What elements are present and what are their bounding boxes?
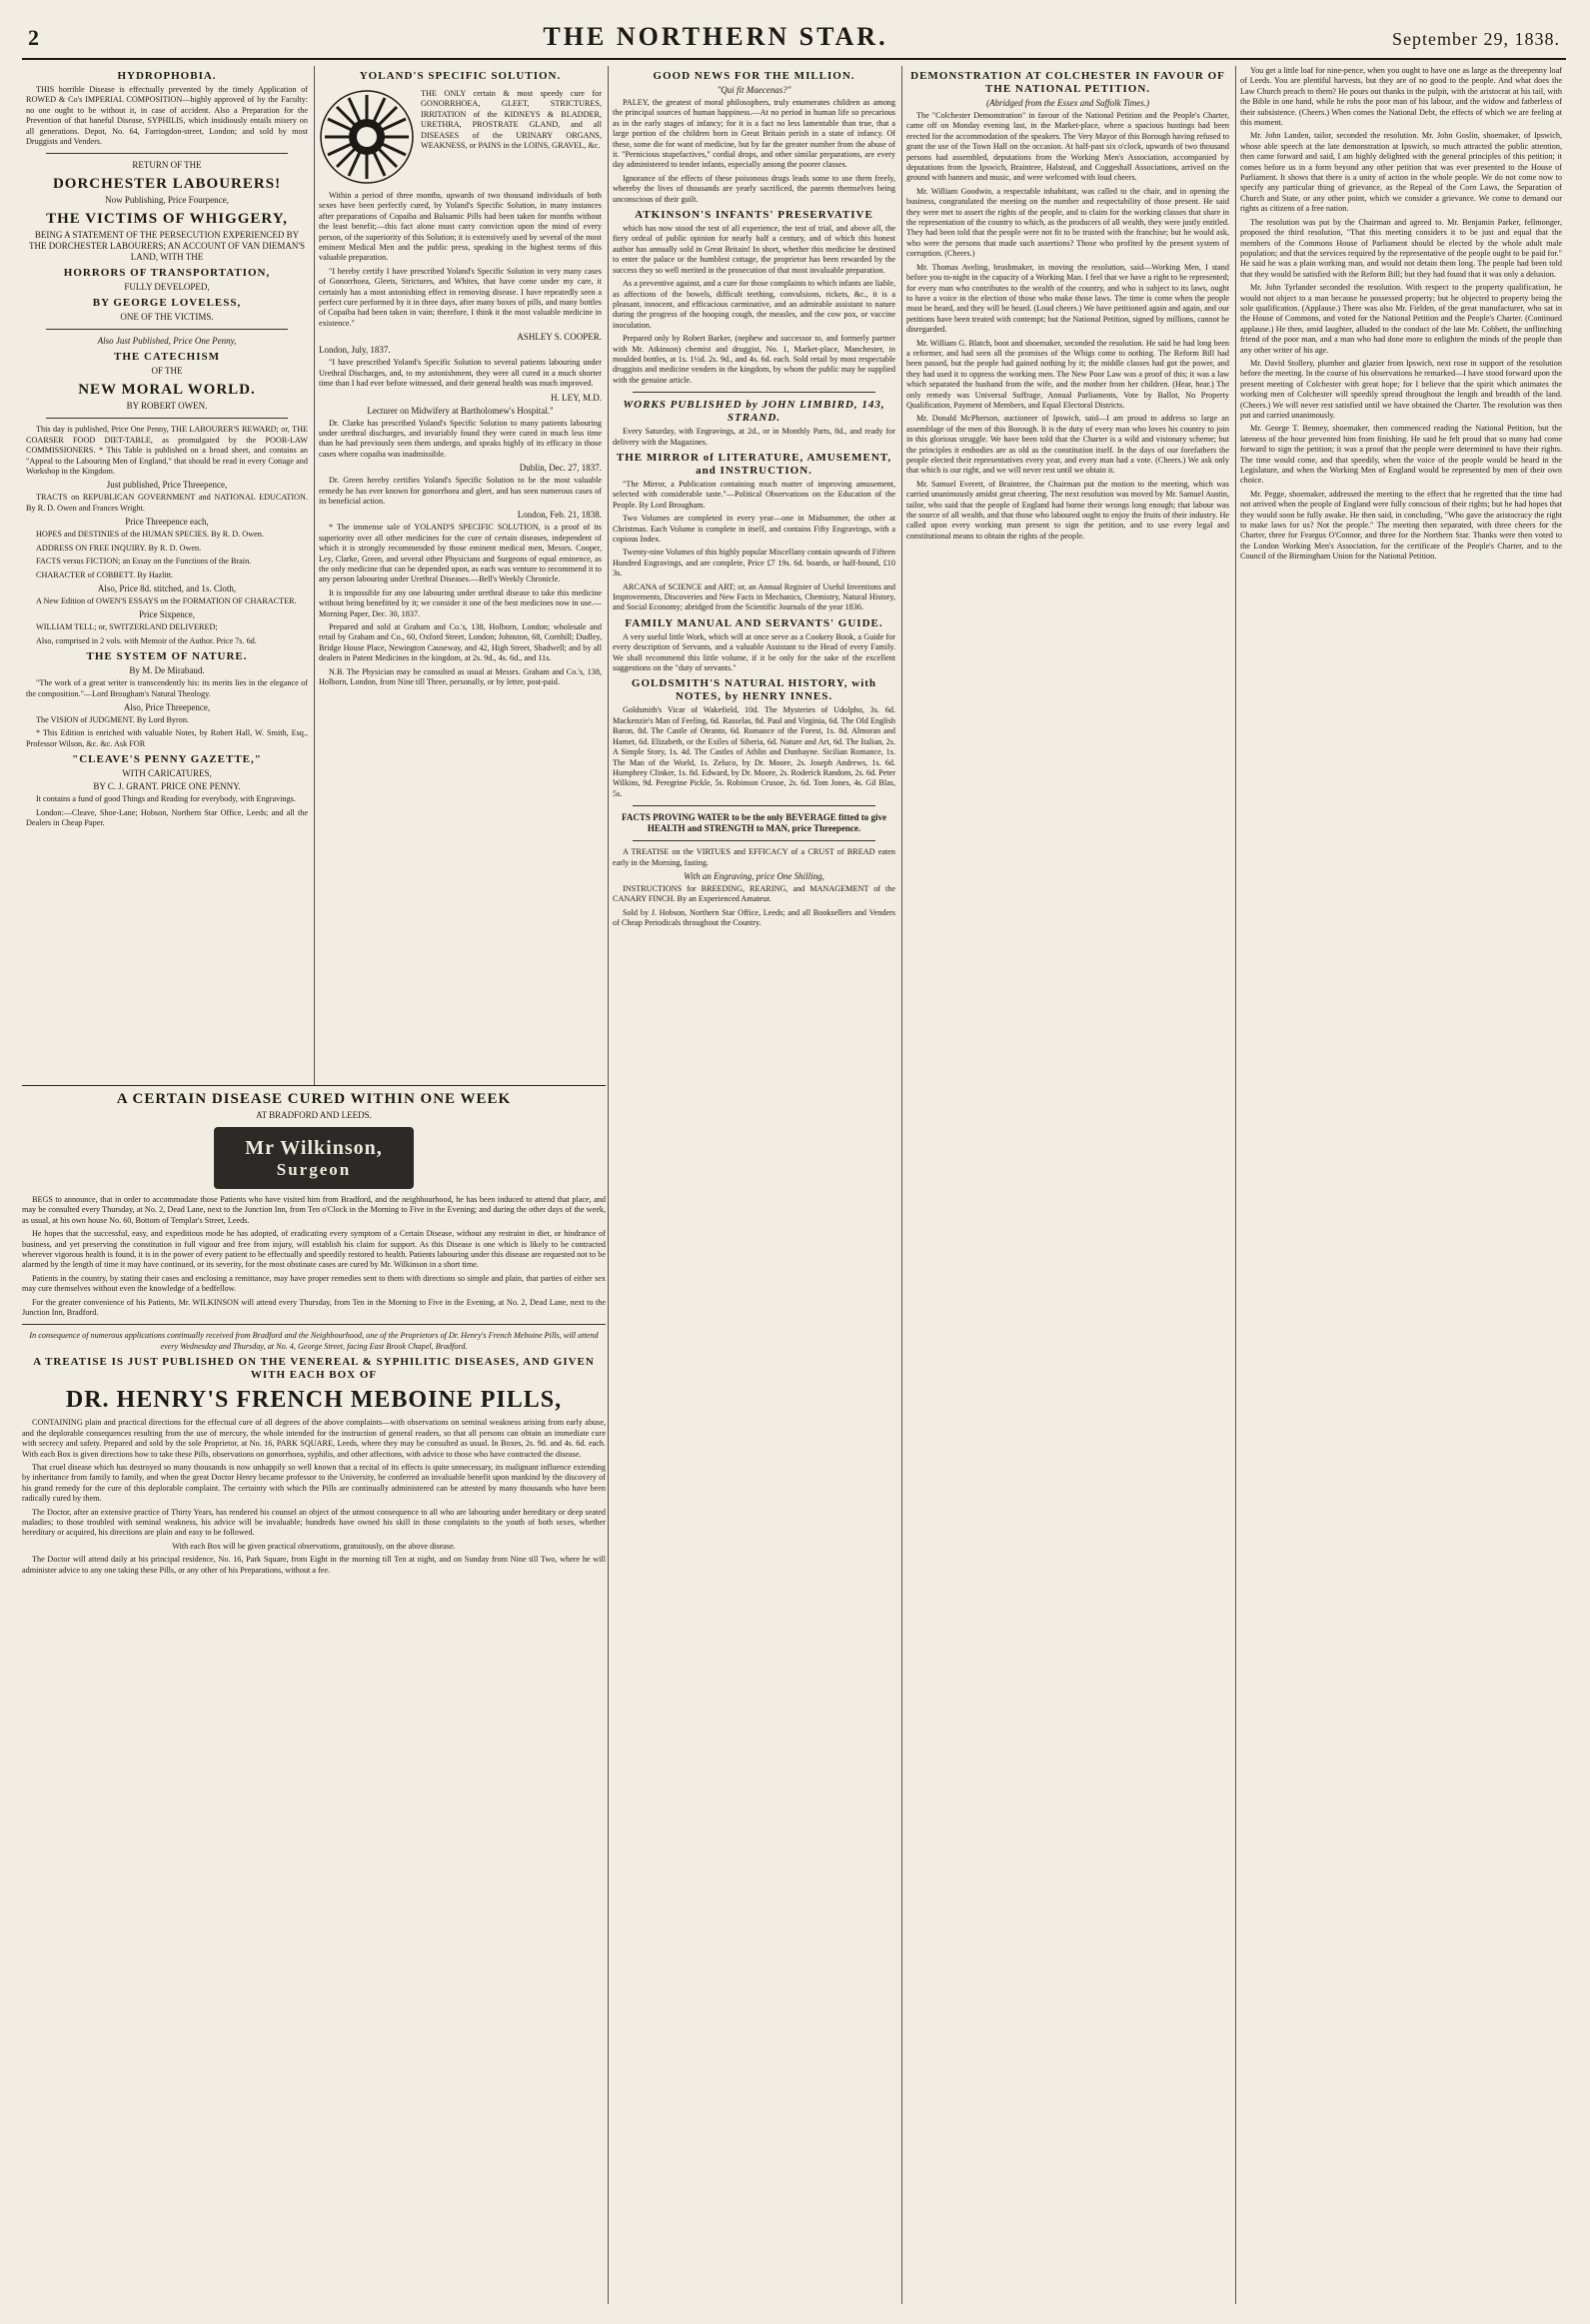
demo-text-4: Mr. William G. Blatch, boot and shoemaker, seconded the resolution. He said he had long been a reformer, and had seen all the promises of the Whigs come to nothing. The Reform Bill had been passed, but the people had gained nothing by it; the middle classes had got the power, and they had used it to oppress the working men. The New Poor Law was a proof of this; it was a law which separated the husband from the wife, and the mother from her children. (Hear, hear.) The only remedy was Universal Suffrage, Annual Parliaments, Vote by Ballot, No Property Qualification, Payment of Members, and Equal Electoral Districts. — [906, 338, 1229, 410]
new-moral-world-heading: NEW MORAL WORLD. — [78, 382, 256, 399]
wilkinson-text-1: He hopes that the successful, easy, and expeditious mode he has adopted, of eradicating every symptom of a Certain Disease, without any restraint in diet, or hindrance of business, and yet preserving the constitution in full vigour and free from injury, will establish his claim for support. As this Disease is one which is likely to be contracted wherever vigorous health is found, it is in the power of every patient to be effectually and speedily restored to health. Patients labouring under this disease are requested not to be alarmed by the length of time it may have continued, or its severity, for the most obstinate cases are cured by Mr. Wilkinson in a short time. — [22, 1229, 606, 1270]
yoland-text-2: "I hereby certify I have prescribed Yoland's Specific Solution in very many cases of Gonorrhoea, Gleets, Strictures, and Whites, that have come under my care, it certainly has a most astonishing effect in removing disease. I have repeatedly seen a perfect cure performed by it in three days, after many boxes of pills, and many bottles of Copaiba had been taken in vain; therefore, I think it the most valuable medicine in existence." — [319, 266, 602, 328]
demonstration-source: (Abridged from the Essex and Suffolk Times.) — [986, 98, 1149, 108]
yoland-signature-1: ASHLEY S. COOPER. — [517, 332, 602, 343]
fully-developed: FULLY DEVELOPED, — [124, 282, 210, 293]
with-each-box: With each Box will be given practical observations, gratuitously, on the above disease. — [172, 1541, 456, 1551]
tracts-ad: TRACTS on REPUBLICAN GOVERNMENT and NATIONAL EDUCATION. By R. D. Owen and Frances Wright. — [26, 493, 308, 513]
divider — [46, 418, 288, 419]
yoland-date-2: Dublin, Dec. 27, 1837. — [519, 463, 602, 474]
with-engraving: With an Engraving, price One Shilling, — [684, 870, 824, 881]
col5-text-2: Mr. John Landen, tailor, seconded the resolution. Mr. John Goslin, shoemaker, of Ipswich, whose able speech at the late demonstration at Ipswich, so much attracted the public attention, then came forward and said, I am highly delighted with the general principles of this petition; it comes before us in a form beyond any other petition that was ever presented to the House of Parliament. It shows that there is a unity of action in the whole people. We do not come now to specify any particular thing of grievance, as the Repeal of the Corn Laws, the Separation of Church and State, or any other point, which we consider a grievance. We come to demand our rights as citizens of a free nation. — [1240, 131, 1562, 214]
also-price: Also, Price 8d. stitched, and 1s. Cloth, — [97, 582, 237, 593]
disease-cured-heading: A CERTAIN DISEASE CURED WITHIN ONE WEEK — [116, 1091, 512, 1107]
divider — [633, 840, 875, 841]
yoland-date-3: London, Feb. 21, 1838. — [517, 510, 602, 521]
yoland-text-9: N.B. The Physician may be consulted as usual at Messrs. Graham and Co.'s, 138, Holborn, London, from Nine till Three, personally, or by letter, post-paid. — [319, 666, 602, 687]
col5-text-3: The resolution was put by the Chairman and agreed to. Mr. Benjamin Parker, fellmonger, proposed the third resolution, "That this meeting considers it to be just and equal that the members of the Commons House of Parliament should be elected by the whole adult male population; and that the services required by the representative of the people ought to be paid for." He said he was a plain working man, and would not detain them long. The people had been told that they would be satisfied with the Reform Bill; but they had found that it was only a delusion. — [1240, 217, 1562, 279]
col5-text-7: Mr. Pegge, shoemaker, addressed the meeting to the effect that he regretted that the time had not arrived when the people of England were fully conscious of their rights; but he had hopes that they would soon be fully awake. He then said, in concluding, "Who gave the aristocracy the right to make laws for us? Not the people." The meeting then separated, with three cheers for the Charter, three for Feargus O'Connor, and three for the Northern Star. Thanks were then voted to the London Working Men's Association, for the certificate of the People's Charter, and to the Council of the Birmingham Union for the National Petition. — [1240, 489, 1562, 562]
by-robert-owen: BY ROBERT OWEN. — [126, 401, 208, 412]
victims-heading: THE VICTIMS OF WHIGGERY, — [46, 211, 288, 228]
yoland-signature-2b: Lecturer on Midwifery at Bartholomew's Hospital." — [367, 405, 554, 416]
atkinson-heading: ATKINSON'S INFANTS' PRESERVATIVE — [635, 209, 873, 222]
yoland-ad-block — [319, 89, 602, 185]
yoland-heading: YOLAND'S SPECIFIC SOLUTION. — [359, 70, 562, 82]
demonstration-heading: DEMONSTRATION AT COLCHESTER IN FAVOUR OF THE NATIONAL PETITION. — [910, 70, 1225, 95]
facts-water-heading: FACTS PROVING WATER to be the only BEVERAGE fitted to give HEALTH and STRENGTH to MAN, price Threepence. — [621, 812, 886, 834]
column-3 — [608, 66, 899, 2304]
hydrophobia-heading: HYDROPHOBIA. — [117, 70, 217, 82]
pills-heading: DR. HENRY'S FRENCH MEBOINE PILLS, — [65, 1387, 563, 1414]
vision-note: * This Edition is enriched with valuable Notes, by Robert Hall, W. Smith, Esq., Professor Wilson, &c. &c. Ask FOR — [26, 728, 308, 748]
vision-ad: The VISION of JUDGMENT. By Lord Byron. — [36, 714, 189, 724]
atkinson-text-1: which has now stood the test of all experience, the test of trial, and above all, the fiery ordeal of public opinion for nearly half a century, and of which this honest author has annually sold in Great Britain! In short, whether this medicine be destined to enter the palace or the humblest cottage, the proprietor has been rewarded by the success they so well merited in the prosecution of that most invaluable preparation. — [613, 224, 895, 275]
just-published: Just published, Price Threepence, — [106, 480, 228, 491]
system-of-nature-heading: THE SYSTEM OF NATURE. — [86, 650, 248, 663]
banner-title: Surgeon — [276, 1160, 352, 1179]
cleave-text: It contains a fund of good Things and Reading for everybody, with Engravings. — [36, 794, 296, 804]
col5-text-1: You get a little loaf for nine-pence, when you ought to have one as large as the threepenny loaf of Leeds. You are plentiful harvests, but they are of no good to the people. And what does the Law Church preach to them? He pours out thanks in the pulpit, with the aristocrat at his tail, with the Bible in one hand, while he robs the poor man of his labour, and the widow and fatherless of their subsistence. (Cheers.) When comes the National Debt, the effects of which we are feeling at this moment. — [1240, 66, 1562, 128]
atkinson-text-3: Prepared only by Robert Barker, (nephew and successor to, and formerly partner with Mr. Atkinson) chemist and druggist, No. 1, Market-place, Manchester, in moulded bottles, at 1s. 1½d. 2s. 9d., and 4s. 6d. each. Sold retail by most respectable druggists and medicine venders in the kingdom, by whom the public may be supplied with the genuine article. — [613, 334, 895, 385]
yoland-text-5: Dr. Green hereby certifies Yoland's Specific Solution to be the most valuable remedy he has ever known for gonorrhoea and gleet, and has seen numerous cases of its beneficial action. — [319, 476, 602, 506]
good-news-text-1: PALEY, the greatest of moral philosophers, truly enumerates children as among the principal sources of human happiness.—At no period in human life so precarious as in the early stages of infancy; for it is a fact no less lamentable than true, that a large portion of the children born in Great Britain perish in a state of infancy. Of these, some die for want of medicine, but by far the greater number from the abuse of it. "Pernicious stupefactives," cordial drops, and other similar preparations, are every day administered to tender infants, especially among the poorer classes. — [613, 98, 895, 170]
wilkinson-advertisement — [22, 1085, 606, 2321]
dorchester-heading: DORCHESTER LABOURERS! — [52, 176, 282, 193]
atkinson-text-2: As a preventive against, and a cure for those complaints to which infants are liable, as affections of the bowels, difficult teething, convulsions, rickets, &c., it is a pleasant, innocent, and efficacious carminative, and an admirable assistant to nature during the progress of the hooping cough, the measles, and the cow pox, or vaccine inoculation. — [613, 279, 895, 330]
facts-ad: FACTS versus FICTION; an Essay on the Functions of the Brain. — [36, 557, 252, 567]
twenty-nine-volumes: Twenty-nine Volumes of this highly popular Miscellany contain upwards of Fifteen Hundred Engravings, and are complete, Price £7 19s. 6d. boards, or half-bound, £10 3s. — [613, 548, 895, 579]
family-manual-text: A very useful little Work, which will at once serve as a Cookery Book, a Guide for every description of Servants, and a valuable Assistant to the Head of every Family. We shall recommend this little volume, if it be only for the sake of the excellent suggestions on the "duty of servants." — [613, 631, 895, 673]
yoland-text-3: "I have prescribed Yoland's Specific Solution to several patients labouring under Urethral Discharges, and, to my astonishment, they were all cured in a much shorter time than I had ever before witnessed, and their general health was much improved. — [319, 358, 602, 389]
demo-text-2: Mr. William Goodwin, a respectable inhabitant, was called to the chair, and in opening the business, congratulated the meeting on the number and respectability of those present. He said they were met to assert the rights of the people, and to claim for the working classes that share in the representation of the country to which, as the producers of all wealth, they were justly entitled. They had been told that the people were not fit to be trusted with the franchise; but he would ask, who were the persons that made such assertions? Those who profited by the present system of corruption. (Cheers.) — [906, 186, 1229, 259]
canary-instructions: INSTRUCTIONS for BREEDING, REARING, and MANAGEMENT of the CANARY FINCH. By an Experienced Amateur. — [613, 883, 895, 904]
wilkinson-banner — [214, 1127, 414, 1189]
also-price-threepence: Also, Price Threepence, — [123, 701, 211, 712]
yoland-text-7: It is impossible for any one labouring under urethral disease to take this medicine without being benefitted by it; we consider it one of the best medicines now in use.—Morning Paper, Dec. 30, 1837. — [319, 587, 602, 618]
doctor-attend: The Doctor will attend daily at his principal residence, No. 16, Park Square, from Eight in the morning till Ten at night, and on Sunday from Nine till Two, where he will administer advice to any one taking these Pills, or any other of his Preparations, without a fee. — [22, 1555, 606, 1575]
page-number: 2 — [28, 25, 39, 50]
cleave-address: London:—Cleave, Shoe-Lane; Hobson, Northern Star Office, Leeds; and all the Dealers in Cheap Paper. — [26, 807, 308, 827]
columns — [22, 66, 1566, 2304]
col5-text-5: Mr. David Stollery, plumber and glazier from Ipswich, next rose in support of the resolution before the meeting. In the course of his observations he remarked—I have stood forward upon the present meeting of Colchester with great hope; for I believe that the spirit which animates the working men of Colchester will speedily spread throughout the length and breadth of the land. (Cheers.) We will never rest satisfied until we have obtained the Charter. The resolution was then put and carried unanimously. — [1240, 358, 1562, 420]
sold-by: Sold by J. Hobson, Northern Star Office, Leeds; and all Booksellers and Venders of Cheap Periodicals throughout the Country. — [613, 907, 895, 928]
col5-text-6: Mr. George T. Benney, shoemaker, then commenced reading the National Petition, but the lateness of the hour prevented him from finishing. He said he felt proud that so many had come forward to sign the petition; it was a proof that the people were determined to have their rights. The time would come, and that speedily, when the voice of the people would be heard in the Legislature, and when the Working Men of England would be represented by men of their own choice. — [1240, 424, 1562, 486]
page-header — [22, 22, 1566, 60]
of-the: OF THE — [151, 366, 183, 377]
good-news-heading: GOOD NEWS FOR THE MILLION. — [653, 70, 855, 82]
yoland-text-1: Within a period of three months, upwards of two thousand individuals of both sexes have been perfectly cured, by Yoland's Specific Solution, in many instances after preparations of Copaiba and Balsamic Pills had been taken for months without the least benefit;—this fact alone must carry conviction upon the mind of every person, of the superiority of this Solution; it is extensively used by several of the most eminent Medical Men and the public press, speaking in the highest terms of this valuable preparation. — [319, 191, 602, 263]
column-4 — [901, 66, 1233, 2304]
in-consequence-notice: In consequence of numerous applications continually received from Bradford and the Neighbourhood, one of the Proprietors of Dr. Henry's French Meboine Pills, will attend every Wednesday and Thursday, at No. 4, George Street, facing East Brook Chapel, Bradford. — [29, 1331, 599, 1351]
yoland-text-8: Prepared and sold at Graham and Co.'s, 138, Holborn, London; wholesale and retail by Graham and Co., 60, Oxford Street, London; Johnston, 68, Cornhill; Dudley, Bridge House Place, Newington Causeway, and 42, High Street, Shadwell; and by all dealers in Patent Medicines in the kingdom, at 2s. 9d., 4s. 6d., and 11s. — [319, 622, 602, 663]
demo-text-5: Mr. Donald McPherson, auctioneer of Ipswich, said—I am proud to address so large an assemblage of the men of this Borough. It is the duty of every man who loves his country to join in this glorious struggle. We have been told that the Charter is a wild and visionary scheme; but the principles it embodies are as old as the constitution itself. In the days of our forefathers the people elected their representatives every year, and every man had a vote. (Cheers.) We ask only that which is our right, and we will never rest until we obtain it. — [906, 414, 1229, 476]
price-sixpence: Price Sixpence, — [139, 609, 195, 620]
by-george-loveless: BY GEORGE LOVELESS, — [92, 297, 242, 310]
wilkinson-text-3: For the greater convenience of his Patients, Mr. WILKINSON will attend every Thursday, from Ten in the Morning to Five in the Evening, at No. 2, Dead Lane, next to the Junction Inn, Bradford. — [22, 1297, 606, 1318]
yoland-signature-2: H. LEY, M.D. — [551, 392, 602, 403]
catechism-heading: THE CATECHISM — [113, 351, 220, 364]
wilkinson-text-2: Patients in the country, by stating their cases and enclosing a remittance, may have proper remedies sent to them with directions so simple and plain, that parties of either sex may cure themselves without even the knowledge of a bedfellow. — [22, 1273, 606, 1294]
divider — [633, 392, 875, 393]
good-news-sub: "Qui fit Maecenas?" — [717, 85, 792, 95]
also-just-published: Also Just Published, Price One Penny, — [97, 336, 237, 347]
demo-text-1: The "Colchester Demonstration" in favour of the National Petition and the People's Charter, came off on Monday evening last, in the Market-place, where a spacious hustings had been erected for the accommodation of the speakers. The Very Mayor of this Borough having refused to grant the use of the Town Hall on the occasion. At half-past six o'clock, upwards of two thousand persons had assembled, deputations from the Working Men's Association, accompanied by deputations from the Ipswich, Braintree, Halstead, and Coggeshall Associations, arrived on the ground with banners and music, and were welcomed with loud cheers. — [906, 111, 1230, 183]
yoland-date-1: London, July, 1837. — [319, 345, 391, 356]
yoland-text-4: Dr. Clarke has prescribed Yoland's Specific Solution to many patients labouring under urethral discharges, and invariably found they were cured in much less time than he had previously seen them undergo, and speaks highly of its efficacy in those cases where copaiba was inadmissible. — [319, 418, 602, 459]
demo-text-3: Mr. Thomas Aveling, brushmaker, in moving the resolution, said—Working Men, I stand before you to-night in the capacity of a Working Man. I feel that we have a right to be represented; for every man who contributes to the wealth of the country, and who is subject to its laws, ought to have a voice in the election of those who make those laws. The time is come when the people must be heard, and they will be heard. (Loud cheers.) We have petitioned again and again, and our petitions have been treated with contempt; but the National Petition, signed by millions, cannot be disregarded. — [906, 262, 1229, 335]
system-quote: "The work of a great writer is transcendently his: its merits lies in the elegance of the composition."—Lord Brougham's Natural Theology. — [26, 678, 308, 698]
divider — [22, 1324, 606, 1325]
one-of-victims: ONE OF THE VICTIMS. — [120, 312, 214, 323]
mirror-text-2: Two Volumes are completed in every year—one in Midsummer, the other at Christmas. Each Volume is complete in itself, and contains Fifty Engravings, with a copious Index. — [613, 514, 895, 544]
horrors-heading: HORRORS OF TRANSPORTATION, — [63, 267, 271, 280]
mirror-text-1: "The Mirror, a Publication containing much matter of improving amusement, selected with considerable taste."—Political Observations on the Education of the People. By Lord Brougham. — [613, 479, 895, 510]
return-heading: RETURN OF THE — [132, 160, 202, 171]
with-caricatures: WITH CARICATURES, — [122, 768, 212, 779]
disease-cured-sub: AT BRADFORD AND LEEDS. — [256, 1110, 372, 1120]
wilkinson-intro: BEGS to announce, that in order to accommodate those Patients who have visited him from Bradford, and the neighbourhood, he has been induced to attend that place, and may be consulted every Thursday, at No. 2, Dead Lane, next to the Junction Inn, from Ten o'Clock in the Morning to Five in the Evening; and during the other days of the week, as usual, at his own house No. 60, Bottom of Templar's Street, Leeds. — [22, 1195, 606, 1225]
sun-seal-icon — [319, 89, 415, 185]
address-ad: ADDRESS ON FREE INQUIRY. By R. D. Owen. — [36, 543, 202, 553]
treatise-heading: A TREATISE IS JUST PUBLISHED ON THE VENEREAL & SYPHILITIC DISEASES, AND GIVEN WITH EACH BOX OF — [33, 1356, 595, 1382]
goldsmith-heading: GOLDSMITH'S NATURAL HISTORY, with NOTES, by HENRY INNES. — [631, 677, 877, 703]
issue-date: September 29, 1838. — [1392, 29, 1560, 49]
mirror-heading: THE MIRROR of LITERATURE, AMUSEMENT, and INSTRUCTION. — [616, 451, 892, 477]
works-text: Every Saturday, with Engravings, at 2d., or in Monthly Parts, 8d., and ready for delivery with the Magazines. — [613, 427, 895, 447]
demo-text-6: Mr. Samuel Everett, of Braintree, the Chairman put the motion to the meeting, which was carried unanimously amidst great cheering. The next resolution was moved by Mr. Samuel Austin, tailor, who said that the people of England had borne their wrongs long enough; that labour was the source of all wealth, and that those who laboured ought to enjoy the fruits of their industry. He called upon every working man present to sign the petition, and to use every legal and constitutional means to obtain the rights of the people. — [906, 479, 1229, 541]
labourers-reward-ad: This day is published, Price One Penny, THE LABOURER'S REWARD; or, THE COARSER FOOD DIET-TABLE, as promulgated by the POOR-LAW COMMISSIONERS. * This Table is published on a broad sheet, and contains an "Appeal to the Labouring Men of England," that should be read in every Cottage and Workshop in the Kingdom. — [26, 425, 308, 477]
divider — [633, 805, 875, 806]
price-threepence-each: Price Threepence each, — [125, 517, 209, 528]
hopes-ad: HOPES and DESTINIES of the HUMAN SPECIES. By R. D. Owen. — [36, 530, 264, 540]
divider — [46, 329, 288, 330]
banner-name: Mr Wilkinson, — [245, 1137, 383, 1159]
pills-text-3: The Doctor, after an extensive practice of Thirty Years, has rendered his counsel an object of the utmost consequence to all who are labouring under hereditary or deep seated maladies; to those troubled with seminal weakness, his advice will be invaluable; hundreds have owned his skill in those complaints to the youth of both sexes, whether hereditary or acquired, his directions are plain and easy to be followed. — [22, 1507, 606, 1538]
cleave-gazette-heading: "CLEAVE'S PENNY GAZETTE," — [72, 753, 262, 766]
comprised-vols: Also, comprised in 2 vols. with Memoir of the Author. Price 7s. 6d. — [36, 635, 257, 645]
pills-text-1: CONTAINING plain and practical directions for the effectual cure of all degrees of the above complaints—with observations on seminal weakness arising from early abuse, and the deplorable consequences resulting from the use of mercury, the whole intended for the instruction of general readers, so that all persons can obtain an immediate cure with secrecy and safety. Prepared and sold by the sole Proprietor, at No. 16, PARK SQUARE, Leeds, where they may be consulted as usual. In Boxes, 2s. 9d. and 4s. 6d. each. With each Box is given directions how to take these Pills, observations on gonorrhoea, syphilis, and other affections, with advice to those who have contracted the disease. — [22, 1418, 606, 1459]
column-5 — [1235, 66, 1566, 2304]
masthead: THE NORTHERN STAR. — [543, 22, 888, 51]
novels-list: Goldsmith's Vicar of Wakefield, 10d. The Mysteries of Udolpho, 3s. 6d. Mackenzie's Man of Feeling, 6d. Rasselas, 8d. Paul and Virginia, 6d. The Old English Baron, 8d. The Castle of Otranto, 6d. Romance of the Forest, 1s. 8d. Almoran and Hamet, 6d. Elizabeth, or the Exiles of Siberia, 6d. Nature and Art, 6d. The Italian, 2s. A Simple Story, 1s. 4d. The Castles of Athlin and Dunbayne. Sicilian Romance, 1s. The Man of the World, 1s. Zeluco, by Dr. Moore, 2s. Joseph Andrews, 1s. 6d. Humphrey Clinker, 1s. 8d. Edward, by Dr. Moore, 2s. Roderick Random, 2s. 6d. Peter Wilkins, 9d. Peregrine Pickle, 5s. Robinson Crusoe, 2s. 6d. Tom Jones, 4s. Gil Blas, 5s. — [613, 705, 895, 798]
hydrophobia-ad: THIS horrible Disease is effectually prevented by the timely Application of ROWED & Co's IMPERIAL COMPOSITION—highly approved of by the Faculty: no one ought to be without it, in case of accident. Also a Preparation for the Prevention of that baneful Disease, SYPHILIS, which insidiously entails misery on all generations. Depot, No. 64, Farringdon-street, London; and sold by most Druggists and Venders. — [26, 85, 308, 147]
now-publishing: Now Publishing, Price Fourpence, — [105, 195, 229, 206]
yoland-text-6: * The immense sale of YOLAND'S SPECIFIC SOLUTION, is a proof of its superiority over all other medicines for the cure of certain diseases, independent of which it is strongly recommended by those eminent medical men, Messrs. Cooper, Ley, Clarke, Green, and several other Physicians and Surgeons of equal eminence, as the only medicine that can be depended upon, as each was venture to recommend it to any person labouring under Urethral Diseases.—Bell's Weekly Chronicle. — [319, 523, 602, 584]
divider — [46, 153, 288, 154]
good-news-text-2: Ignorance of the effects of these poisonous drugs leads some to use them freely, whereby the lives of thousands are yearly sacrificed, the parents themselves being unconscious of their guilt. — [613, 173, 895, 204]
william-tell-ad: WILLIAM TELL; or, SWITZERLAND DELIVERED; — [36, 622, 218, 632]
family-manual-heading: FAMILY MANUAL AND SERVANTS' GUIDE. — [625, 616, 883, 629]
works-heading: WORKS PUBLISHED by JOHN LIMBIRD, 143, STRAND. — [623, 399, 885, 425]
col5-text-4: Mr. John Tyrlander seconded the resolution. With respect to the property qualification, he would not object to a man because he possessed property; but he objected to property being the sole qualification. (Applause.) There was also Mr. Fielden, of the great manufacturer, who sat in the House of Commons, and voted for the National Petition and the People's Charter. (Continued applause.) He then, amid laughter, alluded to the conduct of the late Mr. Cobbett, the unflinching friend of the poor man, and a man who had done more to enlighten the minds of the people than any other writer of his age. — [1240, 283, 1562, 355]
by-mirabaud: By M. De Mirabaud. — [129, 665, 205, 676]
by-cleave: BY C. J. GRANT. PRICE ONE PENNY. — [93, 781, 241, 792]
yoland-claims: THE ONLY certain & most speedy cure for GONORRHOEA, GLEET, STRICTURES, IRRITATION of the KIDNEYS & BLADDER, URETHRA, PROSTRATE GLAND, and all DISEASES of the URINARY ORGANS, WEAKNESS, or PAINS in the LOINS, GRAVEL, &c. — [421, 89, 602, 151]
treatise-crust-text: A TREATISE on the VIRTUES and EFFICACY of a CRUST of BREAD eaten early in the Morning, fasting. — [613, 847, 895, 867]
arcana-text: ARCANA of SCIENCE and ART; or, an Annual Register of Useful Inventions and Improvements, Discoveries and New Facts in Mechanics, Chemistry, Natural History, and Social Economy; abridged from the Scientific Journals of the year 1836. — [613, 581, 895, 612]
victims-sub: BEING A STATEMENT OF THE PERSECUTION EXPERIENCED BY THE DORCHESTER LABOURERS; AN ACCOUNT OF VAN DIEMAN'S LAND, WITH THE — [29, 230, 305, 263]
character-cobbett-ad: CHARACTER of COBBETT. By Hazlitt. — [36, 570, 174, 580]
owen-essays-ad: A New Edition of OWEN'S ESSAYS on the FORMATION OF CHARACTER. — [36, 595, 297, 605]
pills-text-2: That cruel disease which has destroyed so many thousands is now unhappily so well known that a recital of its effects is quite unnecessary, its malignant influence extending by inheritance from family to family, and when the great Doctor Henry became professor to the University, he conferred an invaluable benefit upon mankind by the discovery of his grand remedy for the cure of this deplorable complaint. The certainty with which the Pills are continually administered can be attested by many thousands who have been radically cured by them. — [22, 1462, 606, 1504]
